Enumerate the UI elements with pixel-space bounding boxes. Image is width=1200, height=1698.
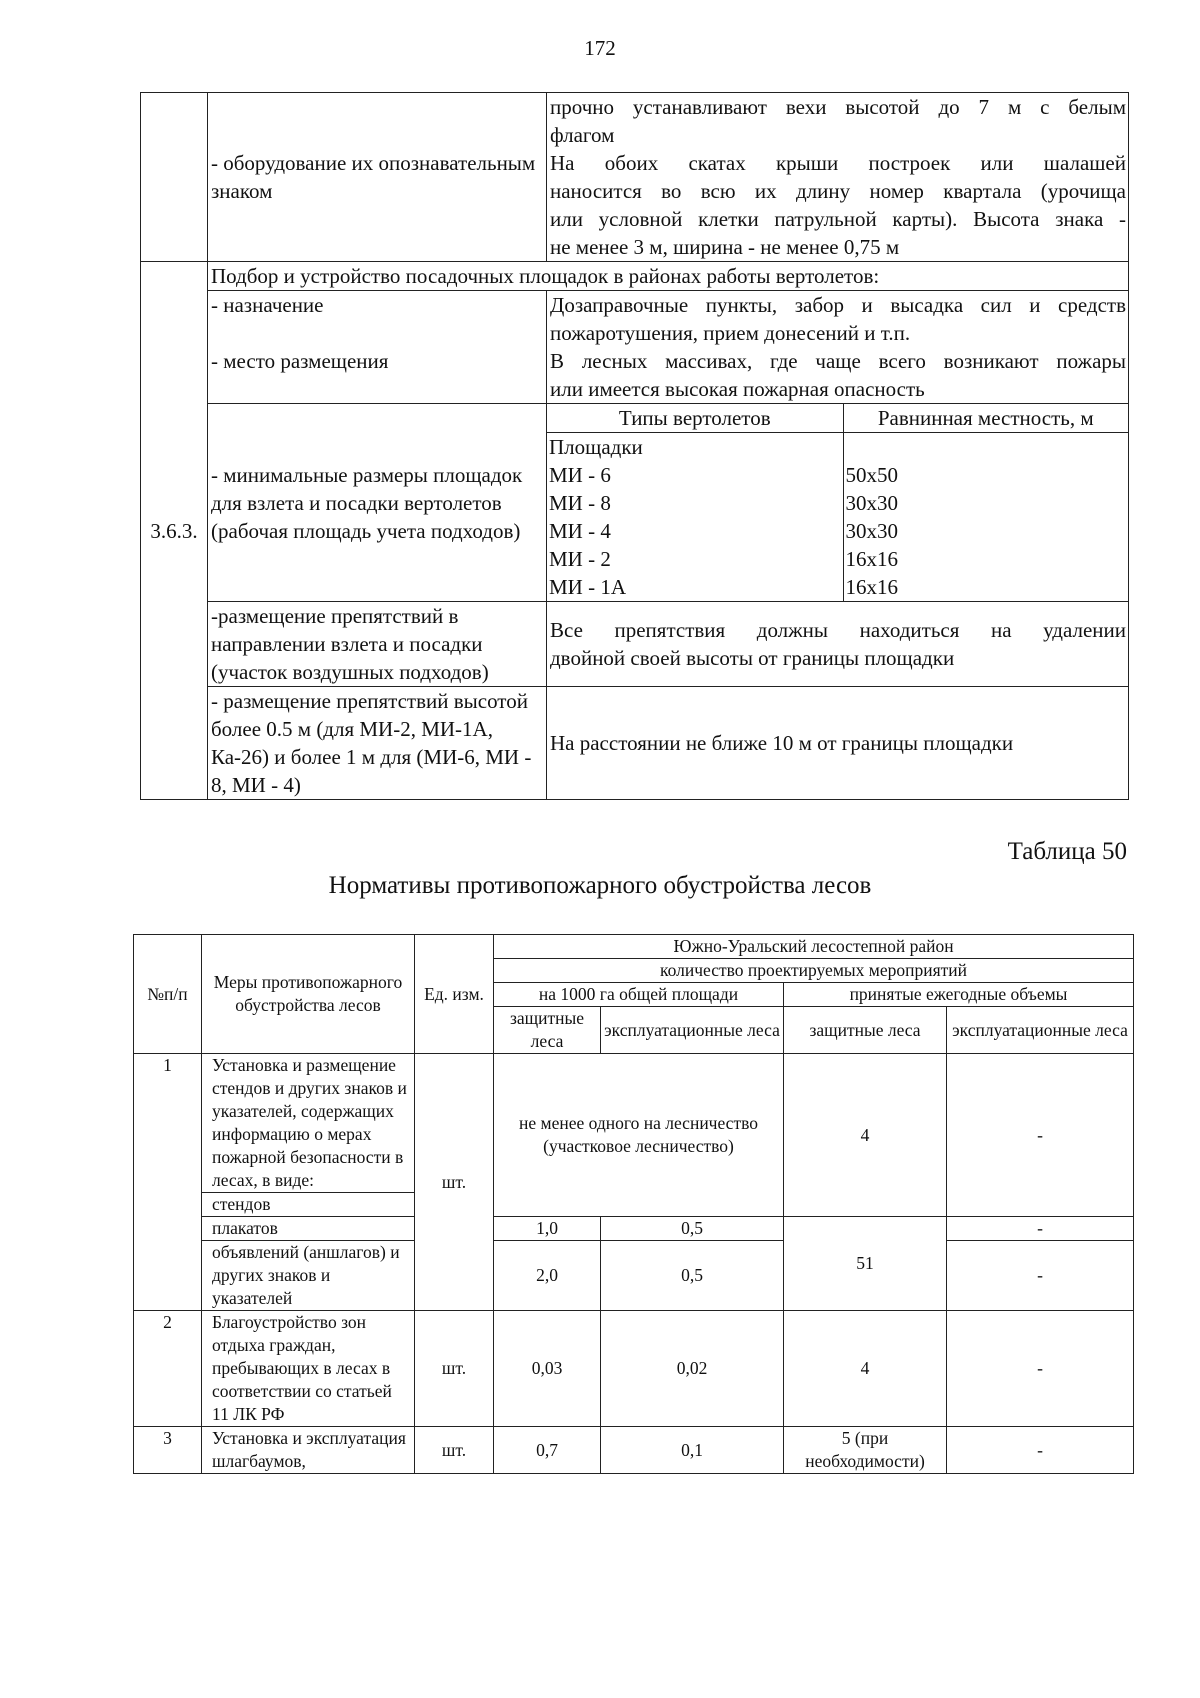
placement-label: - место размещения xyxy=(211,349,389,373)
heli-row xyxy=(547,489,1128,517)
table-row xyxy=(134,1054,1134,1193)
heli-row xyxy=(547,461,1128,489)
region-header: Южно-Уральский лесостепной район xyxy=(494,935,1134,959)
table-row xyxy=(141,404,1129,602)
heli-group-row xyxy=(547,433,1128,462)
row-name: Установка и эксплуатация шлагбаумов, xyxy=(202,1427,415,1474)
heli-size: 16x16 xyxy=(843,573,1128,601)
heli-row xyxy=(547,517,1128,545)
heli-type: МИ - 2 xyxy=(549,547,611,571)
helipad-requirements-table xyxy=(140,92,1129,800)
exploitation-value: 0,02 xyxy=(601,1311,784,1427)
table-title: Нормативы противопожарного обустройства лесов xyxy=(328,872,872,899)
exploitation-annual-header: эксплуатационные леса xyxy=(947,1007,1134,1054)
heli-type: МИ - 8 xyxy=(549,491,611,515)
row-num: 3 xyxy=(134,1427,202,1474)
page-number: 172 xyxy=(584,36,616,60)
planned-header: количество проектируемых мероприятий xyxy=(494,959,1134,983)
table-row xyxy=(134,1241,1134,1311)
heli-type: МИ - 6 xyxy=(549,463,611,487)
table-row xyxy=(134,1217,1134,1241)
text-line: флагом xyxy=(550,123,615,147)
sub-row-name: объявлений (аншлагов) и других знаков и указателей xyxy=(202,1241,415,1311)
protective-value: 0,03 xyxy=(494,1311,601,1427)
exploitation-annual: - xyxy=(947,1241,1134,1311)
protective-value: 2,0 xyxy=(494,1241,601,1311)
heli-size: 16x16 xyxy=(843,545,1128,573)
marking-label: - оборудование их опознавательным знаком xyxy=(211,151,536,203)
row-unit: шт. xyxy=(415,1054,494,1311)
heli-size-header: Равнинная местность, м xyxy=(843,404,1128,433)
obstacles-text-cell xyxy=(547,602,1129,687)
row-num: 2 xyxy=(134,1311,202,1427)
helicopter-sizes-table xyxy=(547,404,1128,601)
row-unit: шт. xyxy=(415,1311,494,1427)
text-line: На обоих скатах крыши построек или шалашей xyxy=(550,151,1126,175)
helicopter-sizes-cell xyxy=(547,404,1129,602)
marking-text-cell xyxy=(547,93,1129,262)
sub-row-name: стендов xyxy=(202,1193,415,1217)
protective-header: защитные леса xyxy=(494,1007,601,1054)
table-row xyxy=(141,687,1129,800)
section-heading: Подбор и устройство посадочных площадок в районах работы вертолетов: xyxy=(208,262,1129,291)
text-line: Все препятствия должны находиться на удалении xyxy=(550,618,1126,642)
purpose-label: - назначение xyxy=(211,293,324,317)
text-line: Дозаправочные пункты, забор и высадка сил и средств xyxy=(550,293,1126,317)
high-obstacles-label: - размещение препятствий высотой более 0.5 м (для МИ-2, МИ-1А, Ка-26) и более 1 м для (МИ-6, МИ - 8, МИ - 4) xyxy=(208,687,547,800)
fire-prevention-norms-table xyxy=(133,934,1134,1474)
exploitation-annual: - xyxy=(947,1311,1134,1427)
table-row xyxy=(141,262,1129,291)
purpose-labels-cell xyxy=(208,291,547,404)
table-label: Таблица 50 xyxy=(1007,838,1127,865)
heli-row xyxy=(547,545,1128,573)
text-line: двойной своей высоты от границы площадки xyxy=(550,646,955,670)
heli-size: 30x30 xyxy=(843,489,1128,517)
exploitation-annual: - xyxy=(947,1427,1134,1474)
heli-header-row xyxy=(547,404,1128,433)
table-row xyxy=(141,93,1129,262)
row-name: Установка и размещение стендов и других знаков и указателей, содержащих информацию о мерах пожарной безопасности в лесах, в виде: xyxy=(202,1054,415,1193)
table-row xyxy=(134,1427,1134,1474)
row-num: 1 xyxy=(134,1054,202,1311)
protective-annual: 4 xyxy=(784,1054,947,1217)
exploitation-value: 0,5 xyxy=(601,1241,784,1311)
protective-annual: 5 (при необходимости) xyxy=(784,1427,947,1474)
obstacles-label: -размещение препятствий в направлении взлета и посадки (участок воздушных подходов) xyxy=(208,602,547,687)
heli-row xyxy=(547,573,1128,601)
text-line: пожаротушения, прием донесений и т.п. xyxy=(550,321,911,345)
exploitation-value: 0,5 xyxy=(601,1217,784,1241)
row-unit: шт. xyxy=(415,1427,494,1474)
exploitation-value: 0,1 xyxy=(601,1427,784,1474)
unit-header: Ед. изм. xyxy=(415,935,494,1054)
min-size-label: - минимальные размеры площадок для взлета и посадки вертолетов (рабочая площадь учета подходов) xyxy=(208,404,547,602)
text-line: В лесных массивах, где чаще всего возникают пожары xyxy=(550,349,1126,373)
sub-row-name: плакатов xyxy=(202,1217,415,1241)
text-line: не менее 3 м, ширина - не менее 0,75 м xyxy=(550,235,900,259)
section-number: 3.6.3. xyxy=(141,262,208,800)
heli-size: 50x50 xyxy=(843,461,1128,489)
exploitation-annual: - xyxy=(947,1217,1134,1241)
heli-size: 30x30 xyxy=(843,517,1128,545)
table-row xyxy=(141,291,1129,404)
protective-annual: 4 xyxy=(784,1311,947,1427)
per-1000-header: на 1000 га общей площади xyxy=(494,983,784,1007)
per-1000-merged: не менее одного на лесничество (участковое лесничество) xyxy=(494,1054,784,1217)
heli-group-label: Площадки xyxy=(549,435,643,459)
row-number-cell xyxy=(141,93,208,262)
protective-value: 0,7 xyxy=(494,1427,601,1474)
heli-type-header: Типы вертолетов xyxy=(547,404,843,433)
exploitation-header: эксплуатационные леса xyxy=(601,1007,784,1054)
annual-header: принятые ежегодные объемы xyxy=(784,983,1134,1007)
high-obstacles-value: На расстоянии не ближе 10 м от границы площадки xyxy=(547,687,1129,800)
header-row xyxy=(134,935,1134,959)
sub-protective-annual: 51 xyxy=(784,1217,947,1311)
protective-annual-header: защитные леса xyxy=(784,1007,947,1054)
text-line: или условной клетки патрульной карты). Высота знака - xyxy=(550,207,1126,231)
exploitation-annual: - xyxy=(947,1054,1134,1217)
measures-header: Меры противопожарного обустройства лесов xyxy=(202,935,415,1054)
table-row xyxy=(141,602,1129,687)
purpose-text-cell xyxy=(547,291,1129,404)
num-header: №п/п xyxy=(134,935,202,1054)
protective-value: 1,0 xyxy=(494,1217,601,1241)
row-name: Благоустройство зон отдыха граждан, пребывающих в лесах в соответствии со статьей 11 ЛК РФ xyxy=(202,1311,415,1427)
marking-label-cell xyxy=(208,93,547,262)
text-line: наносится во всю их длину номер квартала (урочища xyxy=(550,179,1126,203)
table-row xyxy=(134,1311,1134,1427)
text-line: прочно устанавливают вехи высотой до 7 м с белым xyxy=(550,95,1126,119)
heli-type: МИ - 4 xyxy=(549,519,611,543)
heli-type: МИ - 1А xyxy=(549,575,626,599)
text-line: или имеется высокая пожарная опасность xyxy=(550,377,925,401)
